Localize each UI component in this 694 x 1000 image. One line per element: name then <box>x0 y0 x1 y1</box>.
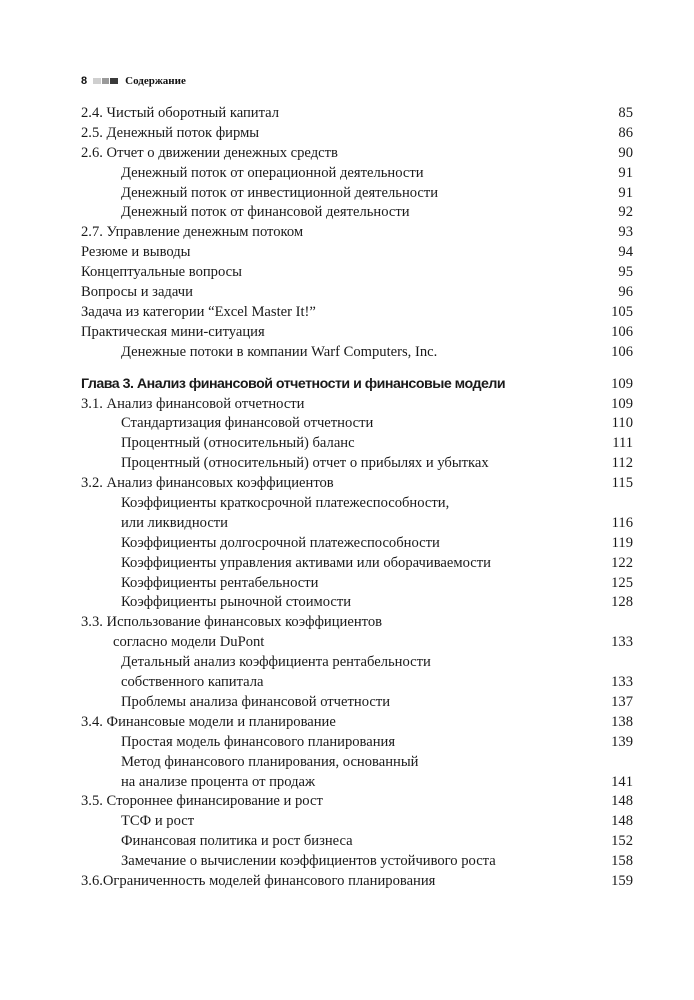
toc-entry[interactable] <box>81 164 633 184</box>
toc-entry-page: 152 <box>611 833 633 850</box>
toc-entry-page: 133 <box>611 674 633 691</box>
toc-entry-title: Финансовая политика и рост бизнеса <box>121 833 353 850</box>
toc-entry[interactable] <box>81 792 633 812</box>
toc-entry[interactable] <box>81 395 633 415</box>
toc-entry-title: Концептуальные вопросы <box>81 264 242 281</box>
toc-entry-page: 125 <box>611 574 633 591</box>
toc-entry-page: 106 <box>611 323 633 340</box>
toc-entry-page: 105 <box>611 303 633 320</box>
toc-chapter-heading[interactable] <box>81 373 633 395</box>
toc-entry[interactable] <box>81 263 633 283</box>
toc-entry-page: 106 <box>611 343 633 360</box>
toc-entry-page: 119 <box>611 534 633 551</box>
toc-entry[interactable] <box>81 223 633 243</box>
toc-entry[interactable] <box>81 104 633 124</box>
toc-entry[interactable] <box>81 343 633 363</box>
toc-entry-title: Коэффициенты долгосрочной платежеспособности <box>121 534 440 551</box>
running-head <box>81 74 186 88</box>
toc-entry-title: 3.5. Стороннее финансирование и рост <box>81 793 323 810</box>
toc-entry-title: Процентный (относительный) баланс <box>121 435 355 452</box>
toc-entry-title: Коэффициенты краткосрочной платежеспособности, <box>121 495 450 512</box>
toc-entry-title: Простая модель финансового планирования <box>121 733 396 750</box>
toc-entry-title: ТСФ и рост <box>121 813 195 830</box>
toc-entry[interactable] <box>81 303 633 323</box>
toc-entry[interactable] <box>81 323 633 343</box>
toc-entry[interactable] <box>81 613 633 633</box>
toc-entry[interactable] <box>81 534 633 554</box>
toc-entry[interactable] <box>81 474 633 494</box>
page-number: 8 <box>81 75 88 87</box>
toc-entry[interactable] <box>81 124 633 144</box>
toc-entry[interactable] <box>81 832 633 852</box>
toc-entry[interactable] <box>81 673 633 693</box>
toc-entry-page: 122 <box>611 554 633 571</box>
toc-entry-title: 2.4. Чистый оборотный капитал <box>81 105 280 121</box>
toc-entry-page: 92 <box>618 204 633 221</box>
toc-entry[interactable] <box>81 283 633 303</box>
toc-entry-page: 133 <box>611 634 633 651</box>
toc-entry-page: 109 <box>611 375 633 392</box>
toc-entry-page: 85 <box>618 105 633 121</box>
toc-entry-title: Глава 3. Анализ финансовой отчетности и финансовые модели <box>81 375 506 392</box>
toc-entry-title: на анализе процента от продаж <box>121 773 316 790</box>
toc-entry-page: 91 <box>618 184 633 201</box>
toc-entry-title: Задача из категории “Excel Master It!” <box>81 303 316 320</box>
toc-entry[interactable] <box>81 514 633 534</box>
toc-entry-title: Стандартизация финансовой отчетности <box>121 415 374 432</box>
toc-entry-title: Денежный поток от инвестиционной деятельности <box>121 184 439 201</box>
toc-entry-page: 94 <box>618 244 633 261</box>
toc-entry-page: 91 <box>618 164 633 181</box>
ornament-block-light <box>93 78 101 84</box>
toc-entry[interactable] <box>81 454 633 474</box>
toc-entry-page: 139 <box>611 733 633 750</box>
toc-entry-title: 3.4. Финансовые модели и планирование <box>81 713 336 730</box>
toc-entry-page: 137 <box>611 693 633 710</box>
toc-entry[interactable] <box>81 753 633 773</box>
toc-entry-title: Резюме и выводы <box>81 244 191 261</box>
toc-entry-page: 111 <box>612 435 633 452</box>
toc-entry[interactable] <box>81 852 633 872</box>
ornament-block-mid <box>102 78 109 84</box>
toc-entry-page: 110 <box>611 415 633 432</box>
toc-entry-title: Коэффициенты управления активами или оборачиваемости <box>121 554 491 571</box>
toc-entry-title: Вопросы и задачи <box>81 284 193 301</box>
toc-entry-page: 138 <box>611 713 633 730</box>
toc-entry-page: 95 <box>618 264 633 281</box>
toc-entry[interactable] <box>81 872 633 892</box>
toc-entry-page: 116 <box>611 514 633 531</box>
toc-entry-title: собственного капитала <box>121 674 264 691</box>
toc-entry-page: 96 <box>618 284 633 301</box>
section-title: Содержание <box>125 75 186 87</box>
toc-entry-page: 128 <box>611 594 633 611</box>
toc-entry-page: 148 <box>611 813 633 830</box>
toc-entry[interactable] <box>81 713 633 733</box>
toc-entry[interactable] <box>81 733 633 753</box>
toc-entry[interactable] <box>81 633 633 653</box>
toc-entry-title: согласно модели DuPont <box>113 634 265 651</box>
toc-entry-title: Замечание о вычислении коэффициентов устойчивого роста <box>121 853 496 870</box>
toc-entry-title: Коэффициенты рентабельности <box>121 574 319 591</box>
toc-entry-title: Денежный поток от операционной деятельности <box>121 164 424 181</box>
toc-entry-title: 2.5. Денежный поток фирмы <box>81 124 260 141</box>
toc-entry-page: 148 <box>611 793 633 810</box>
toc-entry-title: 2.6. Отчет о движении денежных средств <box>81 144 338 161</box>
toc-entry[interactable] <box>81 693 633 713</box>
toc-entry[interactable] <box>81 593 633 613</box>
toc-entry-page: 115 <box>611 475 633 492</box>
toc-entry[interactable] <box>81 434 633 454</box>
toc-entry-title: Детальный анализ коэффициента рентабельности <box>121 654 431 671</box>
toc-entry[interactable] <box>81 554 633 574</box>
toc-entry[interactable] <box>81 574 633 594</box>
toc-entry[interactable] <box>81 773 633 793</box>
toc-entry-title: 3.6.Ограниченность моделей финансового планирования <box>81 872 436 889</box>
toc-entry-title: Процентный (относительный) отчет о прибылях и убытках <box>121 455 489 472</box>
toc-entry-title: 2.7. Управление денежным потоком <box>81 224 304 241</box>
toc-entry-title: Практическая мини-ситуация <box>81 323 265 340</box>
toc-entry-page: 158 <box>611 853 633 870</box>
toc-entry[interactable] <box>81 812 633 832</box>
toc-entry-title: или ликвидности <box>121 514 228 531</box>
header-ornament <box>93 78 119 84</box>
toc-entry-title: 3.3. Использование финансовых коэффициентов <box>81 614 383 631</box>
toc-entry-page: 93 <box>618 224 633 241</box>
toc-entry[interactable] <box>81 653 633 673</box>
toc-entry-page: 90 <box>618 144 633 161</box>
toc-entry[interactable] <box>81 184 633 204</box>
toc-entry-page: 86 <box>618 124 633 141</box>
table-of-contents <box>81 104 633 892</box>
toc-entry-title: Проблемы анализа финансовой отчетности <box>121 693 391 710</box>
toc-entry[interactable] <box>81 414 633 434</box>
toc-entry-title: Коэффициенты рыночной стоимости <box>121 594 352 611</box>
toc-entry-title: 3.1. Анализ финансовой отчетности <box>81 395 305 412</box>
toc-entry-title: Денежный поток от финансовой деятельности <box>121 204 410 221</box>
toc-entry[interactable] <box>81 203 633 223</box>
toc-entry[interactable] <box>81 144 633 164</box>
toc-entry-page: 112 <box>611 455 633 472</box>
toc-entry[interactable] <box>81 243 633 263</box>
toc-entry-title: 3.2. Анализ финансовых коэффициентов <box>81 475 334 492</box>
toc-entry-title: Денежные потоки в компании Warf Computers, Inc. <box>121 343 438 360</box>
toc-entry-title: Метод финансового планирования, основанный <box>121 753 419 770</box>
ornament-block-dark <box>110 78 118 84</box>
toc-entry-page: 159 <box>611 872 633 889</box>
toc-entry[interactable] <box>81 494 633 514</box>
toc-entry-page: 109 <box>611 395 633 412</box>
toc-entry-page: 141 <box>611 773 633 790</box>
